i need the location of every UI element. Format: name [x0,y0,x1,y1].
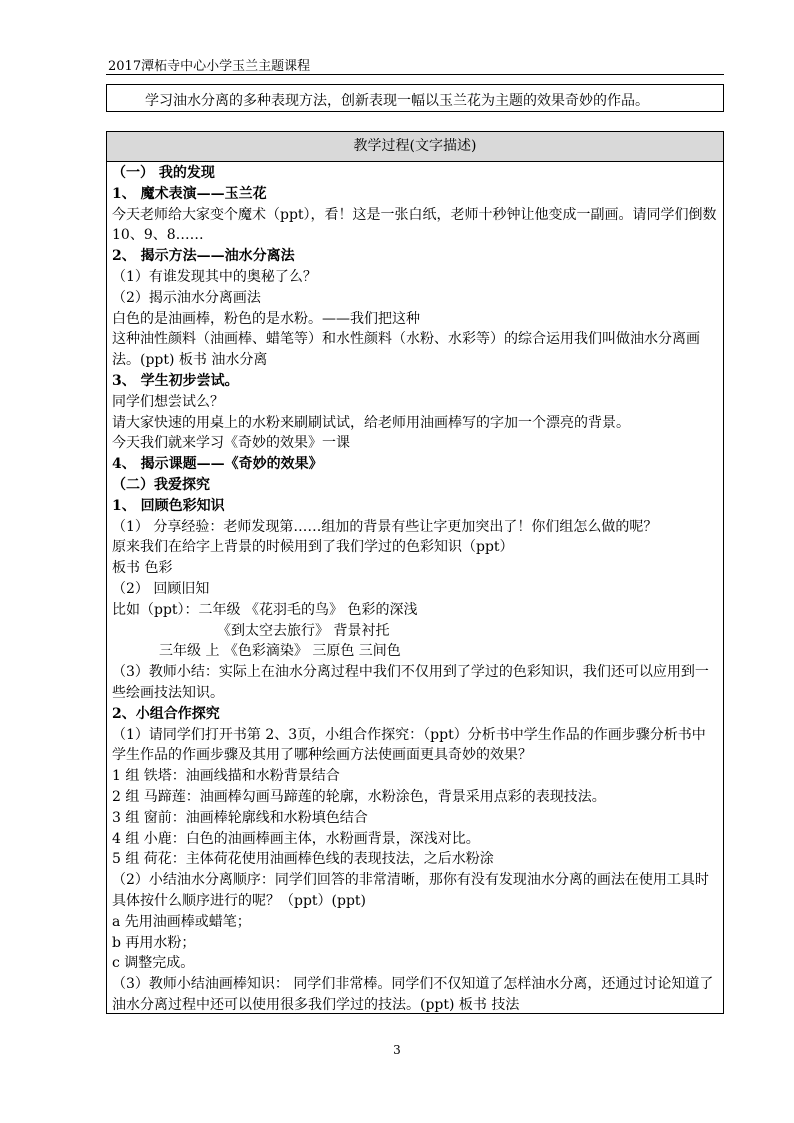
content-line: 油水分离过程中还可以使用很多我们学过的技法。(ppt) 板书 技法 [112,997,520,1013]
content-line: 2、 揭示方法——油水分离法 [112,248,295,265]
content-line: 些绘画技法知识。 [112,685,224,701]
content-line: 三年级 上 《色彩滴染》 三原色 三间色 [159,643,401,660]
teaching-process-table [106,131,724,1014]
content-line: （1） 分享经验：老师发现第……组加的背景有些让字更加突出了！你们组怎么做的呢？ [112,518,658,535]
content-line: 1、 回顾色彩知识 [112,497,225,514]
content-line: （2）揭示油水分离画法 [112,289,261,306]
table-header: 教学过程(文字描述) [107,132,723,162]
content-line: 今天老师给大家变个魔术（ppt），看！这是一张白纸，老师十秒钟让他变成一副画。请同学们倒数 [112,206,717,223]
content-line: 法。(ppt) 板书 油水分离 [112,352,268,369]
content-line: （3）教师小结：实际上在油水分离过程中我们不仅用到了学过的色彩知识，我们还可以应用到一 [112,664,709,681]
content-line: 学生作品的作画步骤及其用了哪种绘画方法使画面更具奇妙的效果？ [112,747,532,764]
content-line: 具体按什么顺序进行的呢？（ppt）(ppt) [112,893,367,909]
content-line: 原来我们在给字上背景的时候用到了我们学过的色彩知识（ppt） [112,539,514,556]
content-line: c 调整完成。 [112,955,195,972]
content-line: b 再用水粉； [112,934,196,951]
page-header: 2017潭柘寺中心小学玉兰主题课程 [108,59,311,74]
content-line: 请大家快速的用桌上的水粉来刷刷试试，给老师用油画棒写的字加一个漂亮的背景。 [112,414,630,431]
content-line: （2） 回顾旧知 [112,581,210,597]
content-line: 板书 色彩 [112,560,173,577]
content-line: a 先用油画棒或蜡笔； [112,913,251,930]
objective-box [106,84,724,112]
content-line: 3、 学生初步尝试。 [112,373,239,389]
content-line: 4 组 小鹿：白色的油画棒画主体，水粉画背景，深浅对比。 [112,830,480,847]
content-line: （1）请同学们打开书第 2、3页，小组合作探究：（ppt）分析书中学生作品的作画步骤分析书中 [112,726,706,743]
content-line: 白色的是油画棒，粉色的是水粉。——我们把这种 [112,310,420,327]
content-line: 今天我们就来学习《奇妙的效果》一课 [112,435,350,452]
content-line: 1、 魔术表演——玉兰花 [112,185,267,202]
content-line: 10、9、8…… [112,227,204,244]
header-rule [106,74,724,75]
objective-text: 学习油水分离的多种表现方法，创新表现一幅以玉兰花为主题的效果奇妙的作品。 [145,93,649,109]
content-line: 比如（ppt）：二年级 《花羽毛的鸟》 色彩的深浅 [112,601,418,618]
content-line: （2）小结油水分离顺序：同学们回答的非常清晰，那你有没有发现油水分离的画法在使用工具时 [112,872,709,889]
content-line: （二）我爱探究 [112,477,210,493]
content-line: 1 组 铁塔：油画线描和水粉背景结合 [112,768,340,785]
content-line: （3）教师小结油画棒知识： 同学们非常棒。同学们不仅知道了怎样油水分离，还通过讨论知道了 [112,976,714,993]
content-line: 2 组 马蹄莲：油画棒勾画马蹄莲的轮廓，水粉涂色，背景采用点彩的表现技法。 [112,789,606,805]
content-line: 2、小组合作探究 [112,705,220,722]
content-line: （一） 我的发现 [112,165,215,181]
content-line: （1）有谁发现其中的奥秘了么？ [112,269,317,285]
content-line: 5 组 荷花：主体荷花使用油画棒色线的表现技法，之后水粉涂 [112,851,494,868]
content-line: 4、 揭示课题——《奇妙的效果》 [112,456,323,473]
content-line: 同学们想尝试么？ [112,393,224,410]
content-line: 这种油性颜料（油画棒、蜡笔等）和水性颜料（水粉、水彩等）的综合运用我们叫做油水分离画 [112,331,700,348]
page-number: 3 [393,1043,401,1057]
content-line: 《到太空去旅行》 背景衬托 [217,622,390,639]
content-line: 3 组 窗前：油画棒轮廓线和水粉填色结合 [112,809,368,826]
